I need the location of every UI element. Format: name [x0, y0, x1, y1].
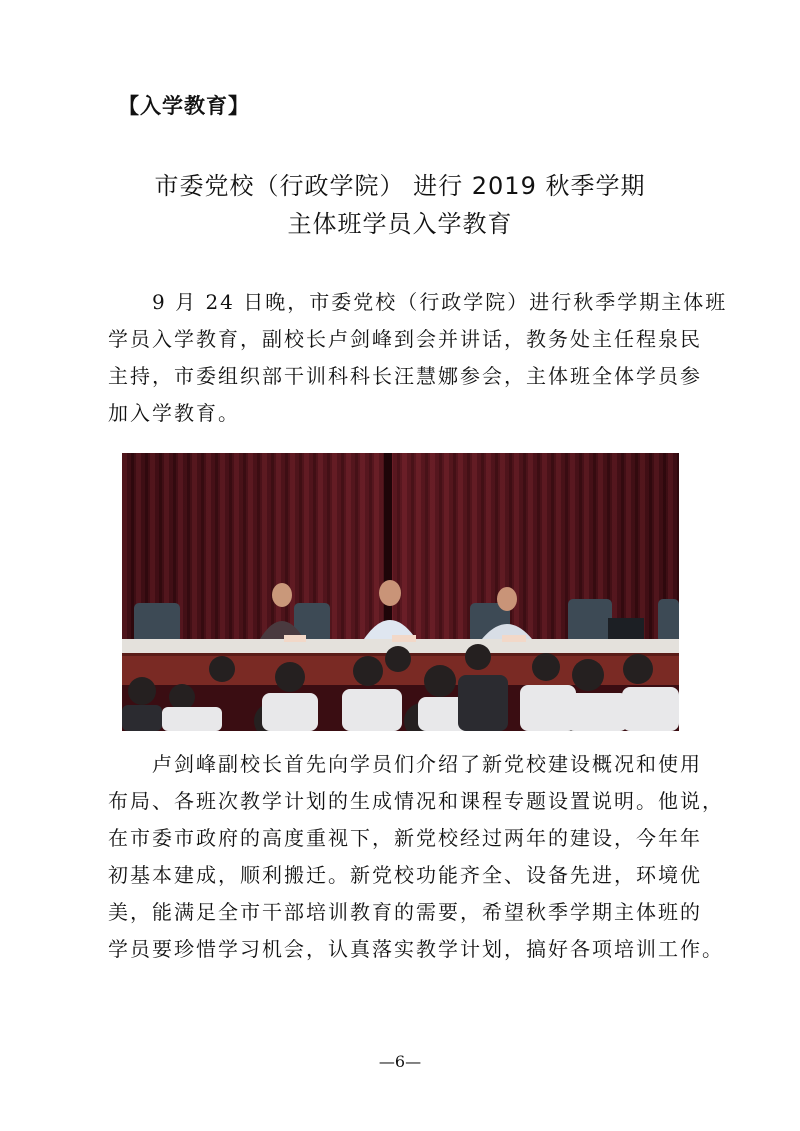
- paragraph-line: 布局、各班次教学计划的生成情况和课程专题设置说明。他说，: [108, 789, 724, 813]
- paragraph-line: 加入学教育。: [108, 401, 240, 425]
- page-number: —6—: [378, 1052, 422, 1071]
- paragraph-line: 9 月 24 日晚，市委党校（行政学院）进行秋季学期主体班: [108, 290, 728, 314]
- paragraph-line: 学员入学教育，副校长卢剑峰到会并讲话，教务处主任程泉民: [108, 327, 702, 351]
- paragraph-line: 初基本建成，顺利搬迁。新党校功能齐全、设备先进，环境优: [108, 863, 702, 887]
- article-title-line-2: 主体班学员入学教育: [287, 210, 513, 238]
- section-tag: 【入学教育】: [118, 94, 250, 118]
- meeting-photo: [122, 453, 679, 731]
- paragraph-line: 美，能满足全市干部培训教育的需要，希望秋季学期主体班的: [108, 900, 702, 924]
- paragraph-line: 学员要珍惜学习机会，认真落实教学计划，搞好各项培训工作。: [108, 937, 724, 961]
- article-title-line-1: 市委党校（行政学院） 进行 2019 秋季学期: [154, 172, 646, 200]
- paragraph-line: 在市委市政府的高度重视下，新党校经过两年的建设，今年年: [108, 826, 702, 850]
- paragraph-line: 主持，市委组织部干训科科长汪慧娜参会，主体班全体学员参: [108, 364, 702, 388]
- paragraph-speech: [108, 746, 724, 968]
- paragraph-line: 卢剑峰副校长首先向学员们介绍了新党校建设概况和使用: [108, 752, 702, 776]
- meeting-photo-illustration: [122, 453, 679, 731]
- paragraph-intro: [108, 284, 728, 432]
